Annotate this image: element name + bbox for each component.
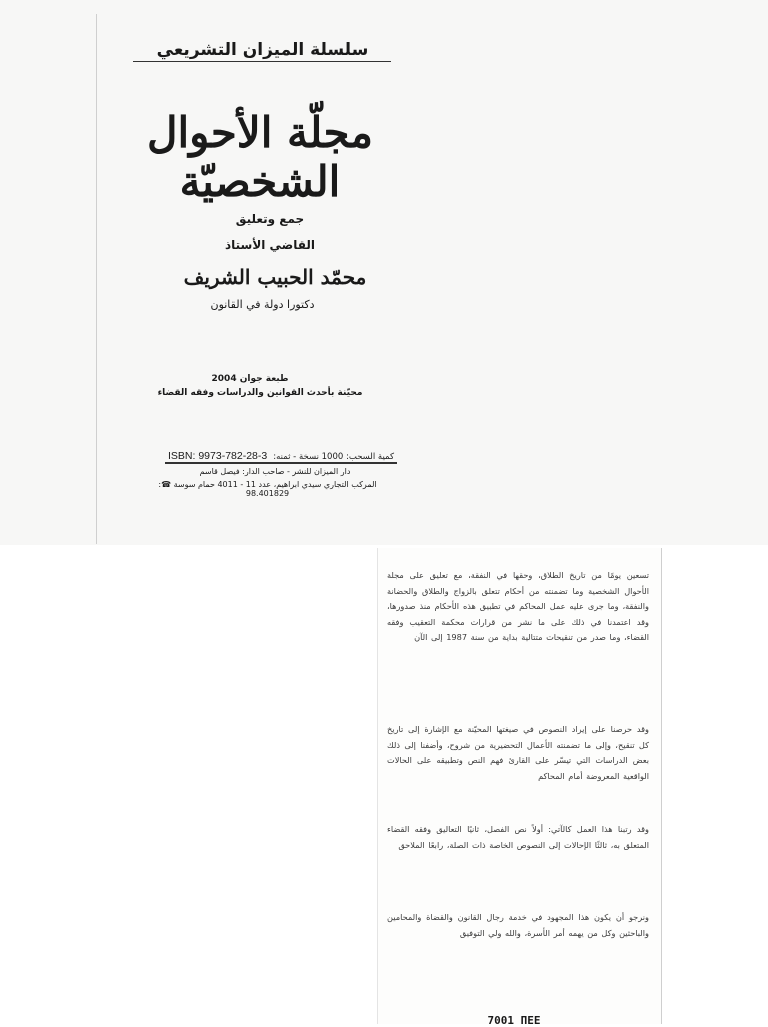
compiled-by-label: جمع وتعليق: [235, 212, 305, 226]
book-title: مجلّة الأحوال الشخصيّة: [146, 108, 374, 206]
print-run: كمية السحب: 1000 نسخة - ثمنه:: [273, 452, 394, 462]
isbn-row: [168, 450, 394, 462]
text-page: [377, 548, 662, 1027]
author-degree: دكتورا دولة في القانون: [210, 298, 315, 311]
edition-line: طبعة جوان 2004: [211, 374, 289, 384]
paragraph: تسعين يومًا من تاريخ الطلاق، وحقها في النفقة، مع تعليق على مجلة الأحوال الشخصية وما تضمنته من أحكام تتعلق بالزواج والطلاق والحضانة والنفقة، وما جرى عليه عمل المحاكم في تطبيق هذه الأحكام منذ صدورها، وقد اعتمدنا في ذلك على ما نشر من قرارات محكمة التعقيب وفقه القضاء، وما صدر من تنقيحات متتالية بداية من سنة 1987 إلى الآن: [387, 570, 649, 643]
page-stamp: 7001 ΠΕΕ: [487, 1014, 541, 1027]
publisher-address: المركب التجاري سيدي ابراهيم، عدد 11 - 4011 حمام سوسة ☎: 98.401829: [158, 480, 377, 498]
updated-note: محيّنة بأحدث القوانين والدراسات وفقه القضاء: [157, 388, 363, 398]
isbn-rule: [165, 462, 397, 464]
series-title: سلسلة الميزان التشريعي: [156, 40, 369, 60]
series-underline: [133, 61, 391, 62]
author-name: محمّد الحبيب الشريف: [183, 265, 367, 289]
isbn-number: ISBN: 9973-782-28-3: [168, 450, 268, 462]
page-fold-line: [96, 14, 97, 544]
paragraph: وقد رتبنا هذا العمل كالآتي: أولاً نص الفصل، ثانيًا التعاليق وفقه القضاء المتعلق به، ثالثًا الإحالات إلى النصوص الخاصة ذات الصلة، رابعًا الملاحق: [387, 824, 649, 850]
paragraph: وقد حرصنا على إيراد النصوص في صيغتها المحيّنة مع الإشارة إلى تاريخ كل تنقيح، وإلى ما تضمنته الأعمال التحضيرية من شروح، وأضفنا إلى ذلك بعض الدراسات التي تيسّر على القارئ فهم النص وتطبيقه على الحالات الواقعية المعروضة أمام المحاكم: [387, 724, 649, 781]
paragraph: ونرجو أن يكون هذا المجهود في خدمة رجال القانون والقضاة والمحامين والباحثين وكل من يهمه أمر الأسرة، والله ولي التوفيق: [387, 912, 649, 938]
publisher-line: دار الميزان للنشر - صاحب الدار: فيصل قاسم: [199, 467, 351, 476]
judge-label: القاضي الأستاذ: [224, 238, 316, 252]
